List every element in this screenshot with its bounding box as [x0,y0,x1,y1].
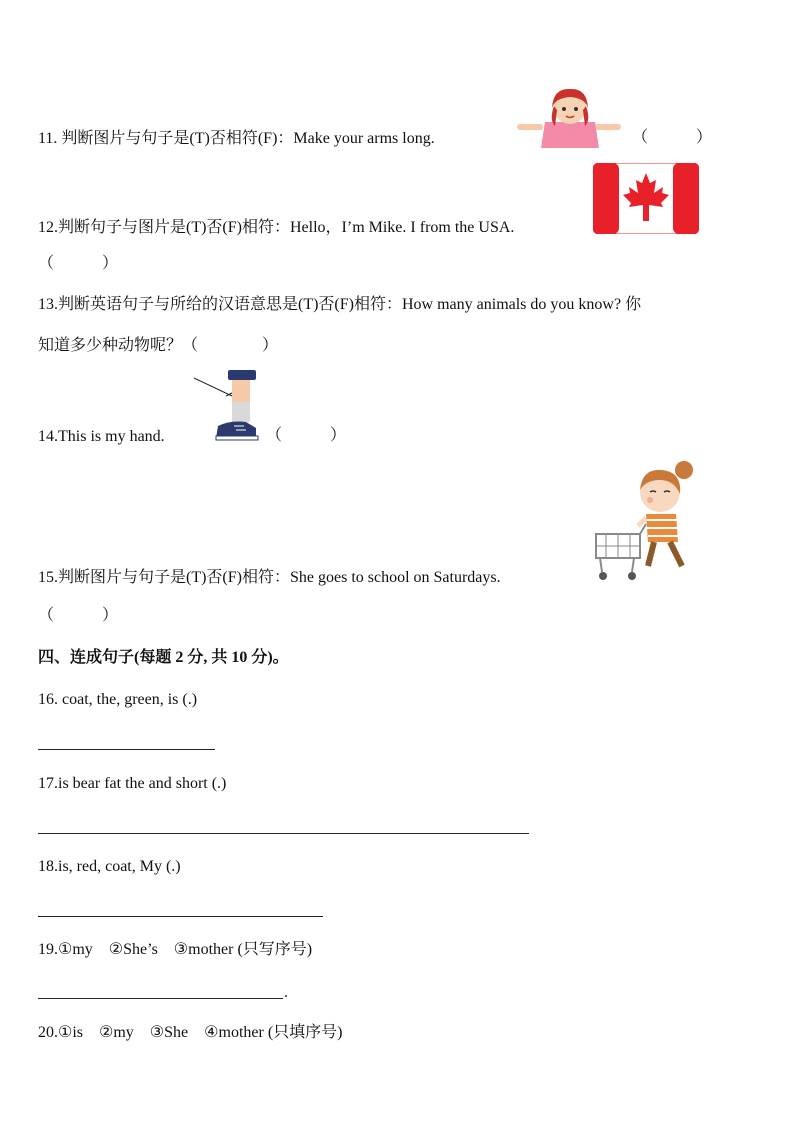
question-19-text: 19.①my ②She’s ③mother (只写序号) [38,941,313,958]
question-16 [38,692,197,708]
question-12 [38,220,514,236]
answer-line-19-period [284,985,288,1001]
answer-paren-15[interactable]: （ ） [38,607,119,624]
question-14-text: 14.This is my hand. [38,428,165,445]
answer-paren-14[interactable]: （ ） [266,427,347,444]
answer-paren-12[interactable]: （ ） [38,255,119,272]
question-17-text: 17.is bear fat the and short (.) [38,775,227,792]
question-11-text: 11. 判断图片与句子是(T)否相符(F)：Make your arms long. [38,130,435,147]
girl-arms-out-icon [515,86,625,148]
question-13-text-1: 13.判断英语句子与所给的汉语意思是(T)否(F)相符：How many animals do you know? 你 [38,296,642,313]
answer-line-16[interactable] [38,749,215,750]
question-14-answer[interactable] [266,428,346,444]
question-15 [38,570,501,586]
girl-shopping-cart-icon [590,458,702,584]
question-16-text: 16. coat, the, green, is (.) [38,691,198,708]
question-15-answer[interactable] [38,608,118,624]
question-18 [38,859,181,875]
answer-line-18[interactable] [38,916,323,917]
period: . [284,984,288,1001]
question-13-line-1 [38,297,641,313]
question-12-answer[interactable] [38,256,118,272]
question-15-text: 15.判断图片与句子是(T)否(F)相符：She goes to school on Saturdays. [38,569,501,586]
question-19 [38,942,312,958]
question-13-line-2 [38,338,278,354]
answer-paren-11[interactable]: （ ） [632,129,713,146]
question-14 [38,429,165,445]
question-11-answer[interactable] [632,130,712,146]
section-heading [38,650,289,666]
question-20 [38,1025,342,1041]
answer-line-19[interactable] [38,998,283,999]
question-12-text: 12.判断句子与图片是(T)否(F)相符：Hello，I’m Mike. I from the USA. [38,219,515,236]
canada-flag-icon [593,163,699,234]
question-13-text-2[interactable]: 知道多少种动物呢？（ ） [38,337,279,354]
question-17 [38,776,226,792]
question-20-text: 20.①is ②my ③She ④mother (只填序号) [38,1024,343,1041]
question-18-text: 18.is, red, coat, My (.) [38,858,181,875]
section-title: 四、连成句子(每题 2 分, 共 10 分)。 [38,649,289,666]
question-11 [38,131,435,147]
leg-with-shoe-icon [190,366,262,444]
answer-line-17[interactable] [38,833,529,834]
